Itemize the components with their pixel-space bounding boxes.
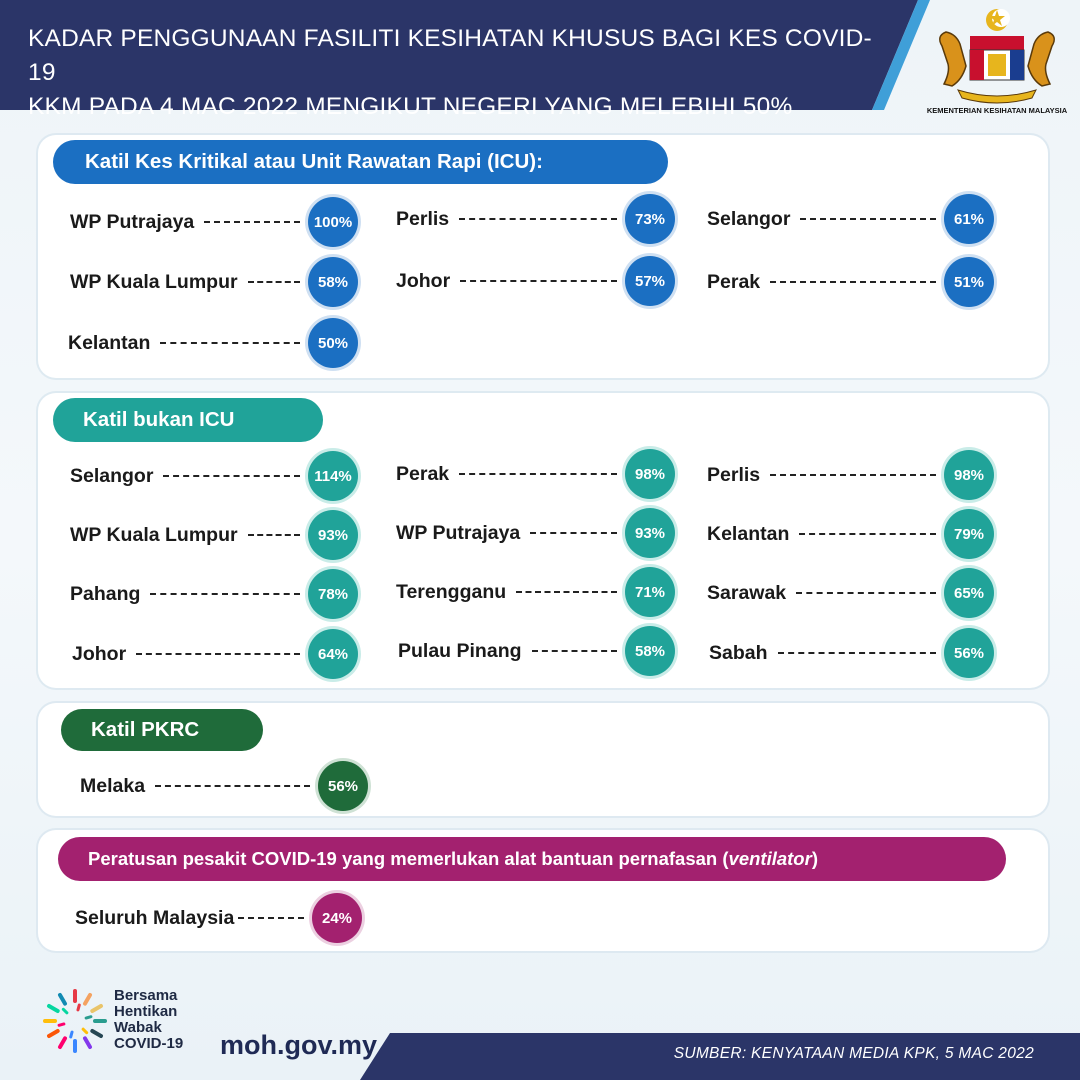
campaign-line2: Hentikan	[114, 1003, 178, 1020]
list-item	[396, 449, 675, 499]
state-label: WP Kuala Lumpur	[70, 270, 238, 293]
coat-of-arms-icon	[922, 6, 1072, 104]
campaign-line3: Wabak	[114, 1019, 162, 1036]
state-label: WP Kuala Lumpur	[70, 523, 238, 546]
dotted-leader	[459, 473, 617, 475]
percentage-badge: 58%	[308, 257, 358, 307]
dotted-leader	[770, 474, 936, 476]
non-icu-section-title-text: Katil bukan ICU	[83, 408, 235, 431]
campaign-logo	[40, 986, 220, 1061]
list-item	[709, 628, 994, 678]
state-label: Pahang	[70, 582, 141, 605]
state-label: Johor	[72, 642, 127, 665]
state-label: Seluruh Malaysia	[75, 906, 235, 929]
dotted-leader	[150, 593, 300, 595]
icu-section-title-text: Katil Kes Kritikal atau Unit Rawatan Rapi (ICU):	[85, 150, 543, 173]
source-note: SUMBER: KENYATAAN MEDIA KPK, 5 MAC 2022	[673, 1045, 1034, 1062]
dotted-leader	[248, 534, 300, 536]
dotted-leader	[155, 785, 310, 787]
list-item	[398, 626, 675, 676]
percentage-badge: 98%	[944, 450, 994, 500]
percentage-badge: 57%	[625, 256, 675, 306]
campaign-line4: COVID-19	[114, 1035, 184, 1052]
percentage-badge: 56%	[944, 628, 994, 678]
percentage-badge: 61%	[944, 194, 994, 244]
state-label: Terengganu	[396, 580, 507, 603]
state-label: Perak	[396, 462, 450, 485]
dotted-leader	[778, 652, 936, 654]
dotted-leader	[800, 218, 936, 220]
state-label: Sabah	[709, 641, 768, 664]
list-item	[68, 318, 358, 368]
state-label: Perlis	[707, 463, 761, 486]
percentage-badge: 56%	[318, 761, 368, 811]
dotted-leader	[532, 650, 617, 652]
state-label: WP Putrajaya	[396, 521, 521, 544]
percentage-badge: 93%	[308, 510, 358, 560]
ventilator-section-title	[58, 837, 1006, 881]
dotted-leader	[530, 532, 617, 534]
list-item	[396, 256, 675, 306]
list-item	[707, 568, 994, 618]
list-item	[75, 893, 362, 943]
page-title	[28, 22, 888, 124]
list-item	[707, 194, 994, 244]
list-item	[707, 450, 994, 500]
percentage-badge: 50%	[308, 318, 358, 368]
state-label: WP Putrajaya	[70, 210, 195, 233]
list-item	[70, 451, 358, 501]
percentage-badge: 58%	[625, 626, 675, 676]
percentage-badge: 79%	[944, 509, 994, 559]
list-item	[707, 509, 994, 559]
ventilator-title-main: Peratusan pesakit COVID-19 yang memerlukan alat bantuan pernafasan (	[88, 848, 729, 869]
dotted-leader	[459, 218, 617, 220]
page-title-line1: KADAR PENGGUNAAN FASILITI KESIHATAN KHUSUS BAGI KES COVID-19	[28, 25, 872, 86]
percentage-badge: 114%	[308, 451, 358, 501]
dotted-leader	[238, 917, 304, 919]
dotted-leader	[160, 342, 300, 344]
percentage-badge: 78%	[308, 569, 358, 619]
ministry-name: KEMENTERIAN KESIHATAN MALAYSIA	[926, 106, 1068, 115]
state-label: Melaka	[80, 774, 146, 797]
state-label: Perak	[707, 270, 761, 293]
state-label: Sarawak	[707, 581, 787, 604]
percentage-badge: 65%	[944, 568, 994, 618]
percentage-badge: 73%	[625, 194, 675, 244]
state-label: Selangor	[70, 464, 154, 487]
state-label: Kelantan	[68, 331, 151, 354]
percentage-badge: 71%	[625, 567, 675, 617]
ministry-logo	[922, 6, 1072, 118]
campaign-line1: Bersama	[114, 987, 178, 1004]
list-item	[396, 194, 675, 244]
dotted-leader	[204, 221, 300, 223]
website-link[interactable]: moh.gov.my	[220, 1030, 378, 1060]
dotted-leader	[770, 281, 936, 283]
icu-section-title	[53, 140, 668, 184]
dotted-leader	[516, 591, 617, 593]
pkrc-section-title	[61, 709, 263, 751]
list-item	[396, 567, 675, 617]
state-label: Johor	[396, 269, 451, 292]
list-item	[80, 761, 368, 811]
dotted-leader	[248, 281, 300, 283]
dotted-leader	[799, 533, 936, 535]
state-label: Perlis	[396, 207, 450, 230]
state-label: Kelantan	[707, 522, 790, 545]
dotted-leader	[136, 653, 300, 655]
percentage-badge: 64%	[308, 629, 358, 679]
list-item	[72, 629, 358, 679]
pkrc-section-title-text: Katil PKRC	[91, 718, 200, 741]
list-item	[70, 197, 358, 247]
dotted-leader	[796, 592, 936, 594]
list-item	[70, 569, 358, 619]
non-icu-section-title	[53, 398, 323, 442]
dotted-leader	[460, 280, 617, 282]
ventilator-title-italic: ventilator	[728, 848, 812, 869]
state-label: Pulau Pinang	[398, 639, 522, 662]
dotted-leader	[163, 475, 300, 477]
header	[0, 0, 1080, 120]
list-item	[70, 257, 358, 307]
list-item	[707, 257, 994, 307]
percentage-badge: 51%	[944, 257, 994, 307]
sunburst-icon	[40, 986, 110, 1056]
percentage-badge: 93%	[625, 508, 675, 558]
list-item	[70, 510, 358, 560]
percentage-badge: 98%	[625, 449, 675, 499]
state-label: Selangor	[707, 207, 791, 230]
list-item	[396, 508, 675, 558]
campaign-slogan	[114, 988, 183, 1052]
percentage-badge: 100%	[308, 197, 358, 247]
page-title-line2: KKM PADA 4 MAC 2022 MENGIKUT NEGERI YANG MELEBIHI 50%	[28, 93, 793, 120]
percentage-badge: 24%	[312, 893, 362, 943]
ventilator-title-end: )	[811, 848, 818, 869]
